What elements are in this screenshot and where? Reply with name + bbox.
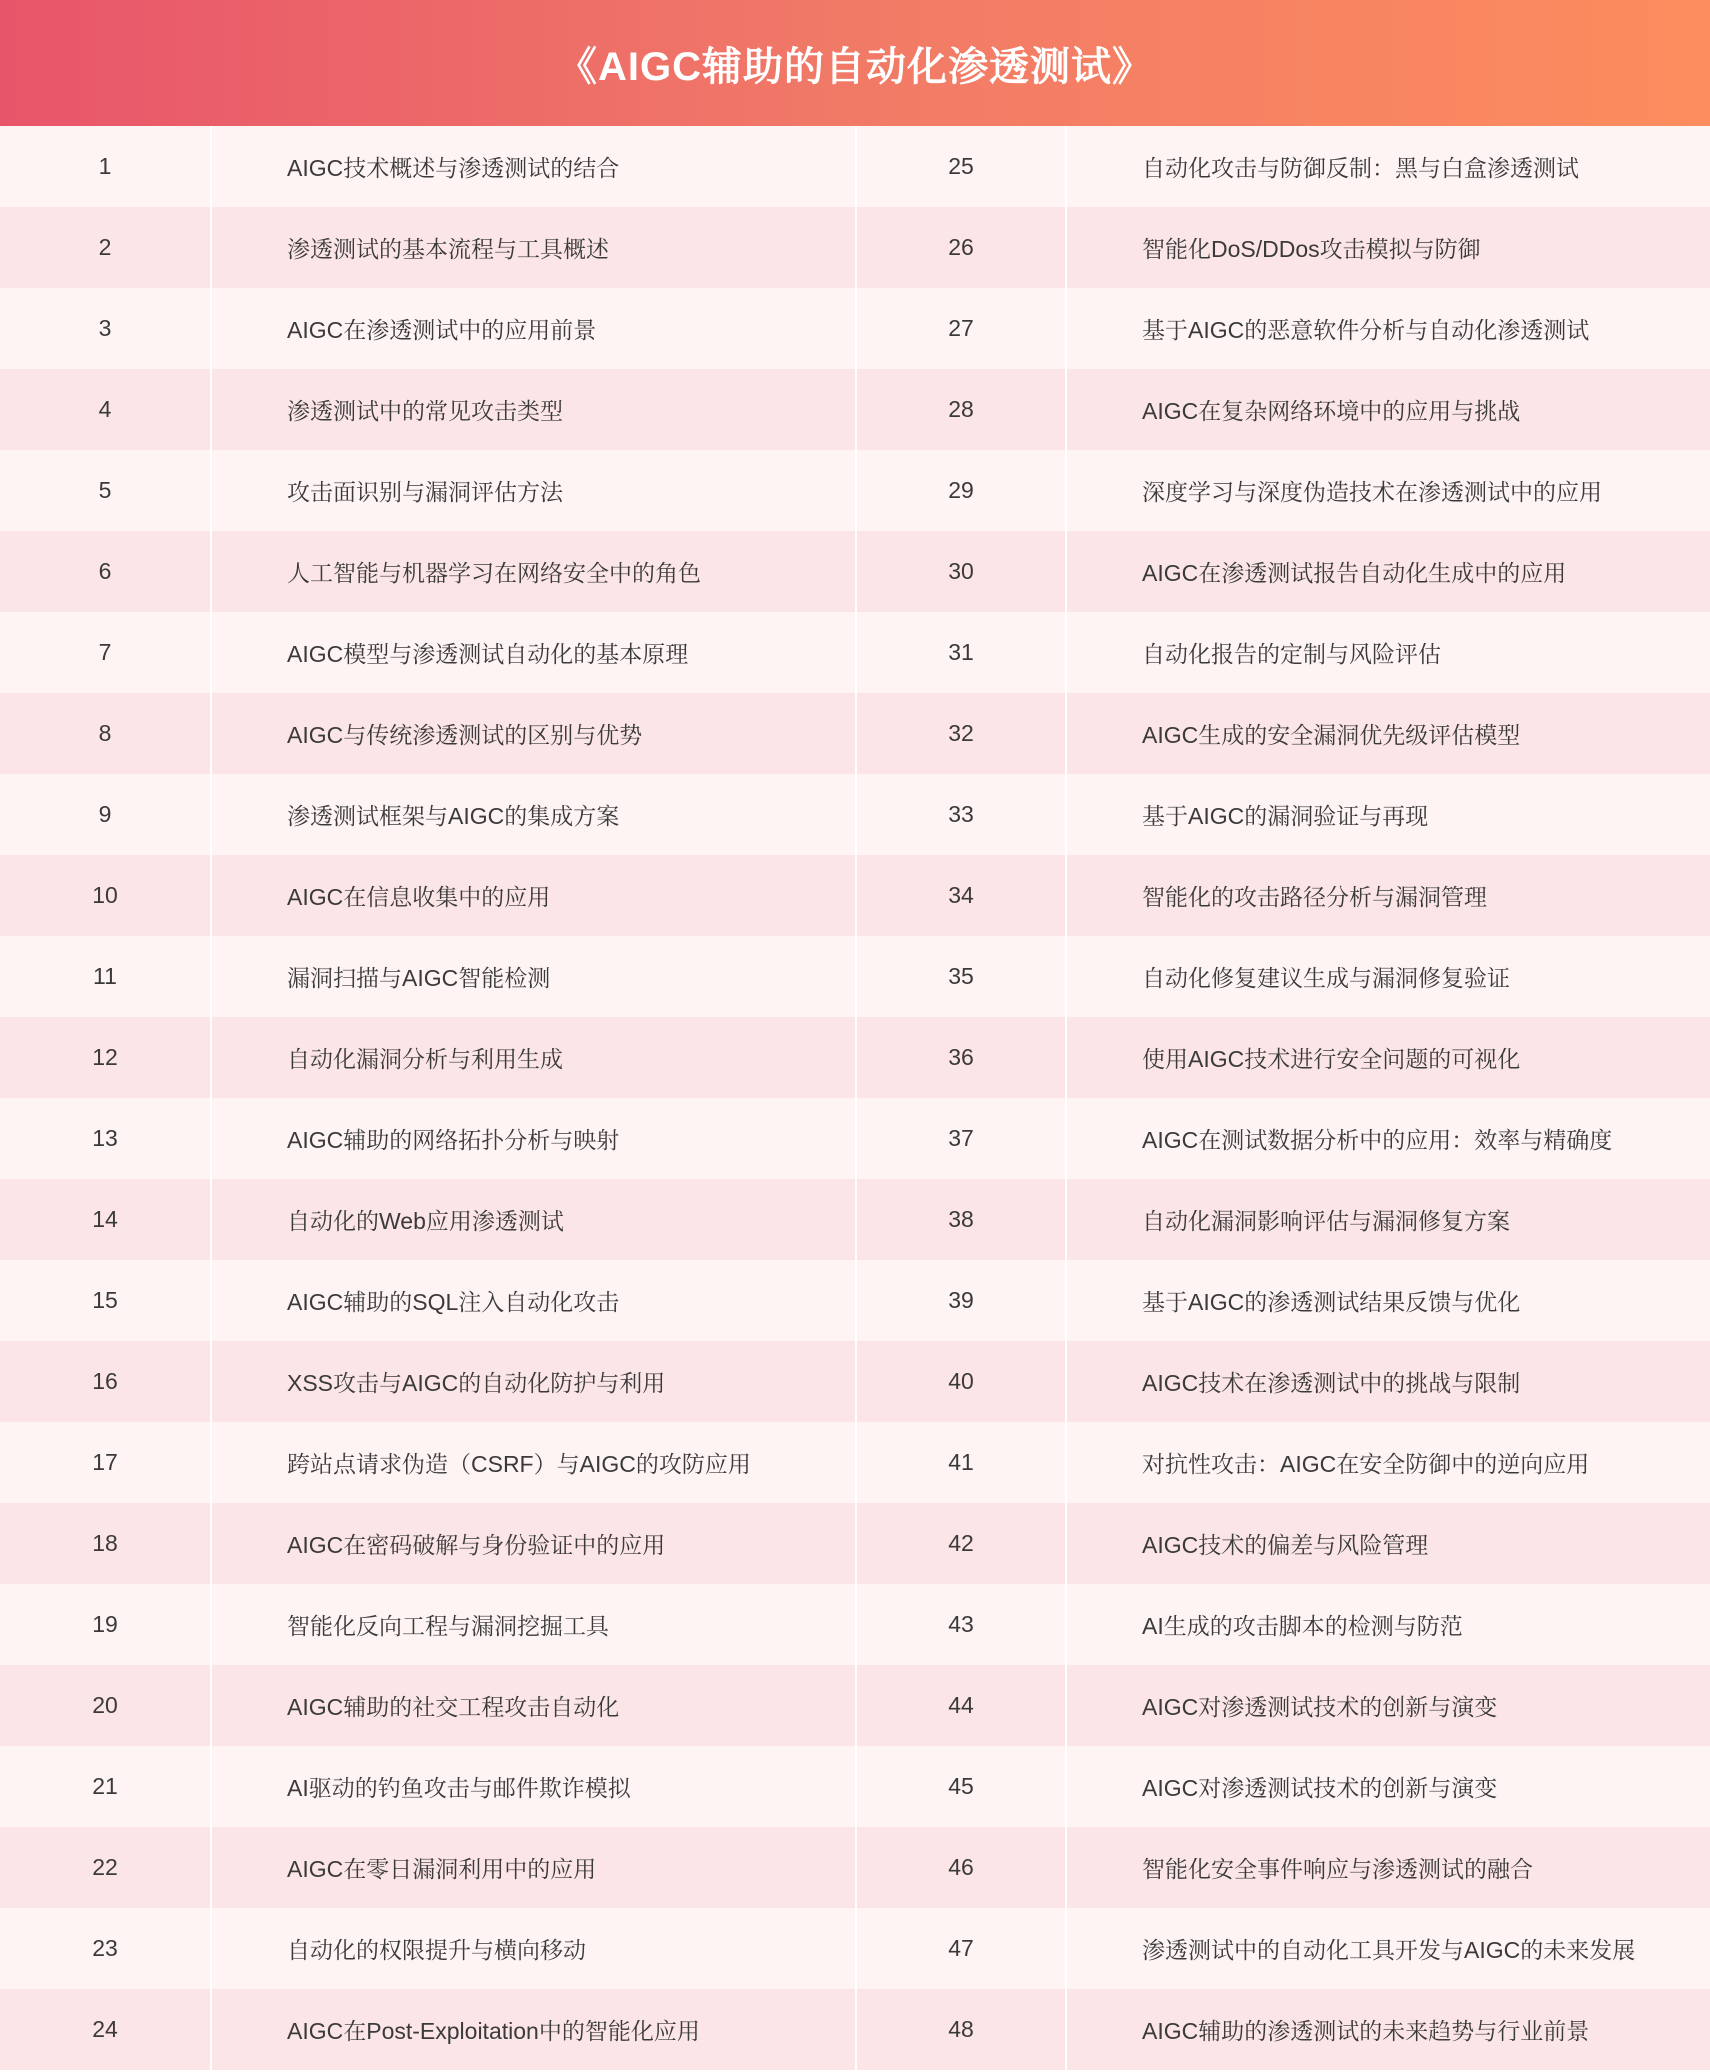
left-topic-cell: 渗透测试框架与AIGC的集成方案 <box>210 774 855 855</box>
table-row <box>0 1827 1710 1908</box>
left-number-cell: 16 <box>92 1368 118 1394</box>
right-number-cell: 42 <box>855 1503 1065 1584</box>
left-number-cell: 14 <box>92 1206 118 1232</box>
right-number-cell: 28 <box>855 369 1065 450</box>
table-row <box>0 1098 1710 1179</box>
right-topic-cell: 使用AIGC技术进行安全问题的可视化 <box>1065 1017 1710 1098</box>
left-topic-cell: 人工智能与机器学习在网络安全中的角色 <box>210 531 855 612</box>
right-number-cell: 30 <box>855 531 1065 612</box>
table-row <box>0 855 1710 936</box>
table-row <box>0 1017 1710 1098</box>
left-number-cell: 18 <box>92 1530 118 1556</box>
right-topic-cell: AIGC在渗透测试报告自动化生成中的应用 <box>1065 531 1710 612</box>
right-topic-cell: AIGC辅助的渗透测试的未来趋势与行业前景 <box>1065 1989 1710 2070</box>
right-number-cell: 37 <box>855 1098 1065 1179</box>
right-number-cell: 48 <box>855 1989 1065 2070</box>
right-number-cell: 45 <box>855 1746 1065 1827</box>
left-number-cell: 15 <box>92 1287 118 1313</box>
table-row <box>0 1746 1710 1827</box>
right-topic-cell: AIGC技术的偏差与风险管理 <box>1065 1503 1710 1584</box>
right-topic-cell: AI生成的攻击脚本的检测与防范 <box>1065 1584 1710 1665</box>
table-row <box>0 1584 1710 1665</box>
left-topic-cell: AIGC辅助的SQL注入自动化攻击 <box>210 1260 855 1341</box>
right-topic-cell: 智能化DoS/DDos攻击模拟与防御 <box>1065 207 1710 288</box>
right-topic-cell: 自动化漏洞影响评估与漏洞修复方案 <box>1065 1179 1710 1260</box>
left-number-cell: 23 <box>92 1935 118 1961</box>
left-topic-cell: AIGC模型与渗透测试自动化的基本原理 <box>210 612 855 693</box>
right-number-cell: 43 <box>855 1584 1065 1665</box>
left-topic-cell: XSS攻击与AIGC的自动化防护与利用 <box>210 1341 855 1422</box>
topic-table <box>0 126 1710 2070</box>
left-number-cell: 9 <box>98 801 112 827</box>
table-row <box>0 1341 1710 1422</box>
left-topic-cell: 自动化漏洞分析与利用生成 <box>210 1017 855 1098</box>
right-number-cell: 44 <box>855 1665 1065 1746</box>
right-number-cell: 35 <box>855 936 1065 1017</box>
left-topic-cell: 智能化反向工程与漏洞挖掘工具 <box>210 1584 855 1665</box>
left-number-cell: 13 <box>92 1125 118 1151</box>
left-number-cell: 3 <box>98 315 112 341</box>
table-row <box>0 531 1710 612</box>
left-number-cell: 1 <box>98 153 112 179</box>
right-topic-cell: 智能化的攻击路径分析与漏洞管理 <box>1065 855 1710 936</box>
right-number-cell: 41 <box>855 1422 1065 1503</box>
right-topic-cell: 渗透测试中的自动化工具开发与AIGC的未来发展 <box>1065 1908 1710 1989</box>
table-row <box>0 450 1710 531</box>
right-topic-cell: 智能化安全事件响应与渗透测试的融合 <box>1065 1827 1710 1908</box>
left-topic-cell: 渗透测试的基本流程与工具概述 <box>210 207 855 288</box>
table-row <box>0 369 1710 450</box>
right-number-cell: 32 <box>855 693 1065 774</box>
table-row <box>0 612 1710 693</box>
left-topic-cell: AIGC在零日漏洞利用中的应用 <box>210 1827 855 1908</box>
table-row <box>0 1422 1710 1503</box>
table-row <box>0 1989 1710 2070</box>
table-row <box>0 693 1710 774</box>
left-number-cell: 5 <box>98 477 112 503</box>
left-number-cell: 4 <box>98 396 112 422</box>
left-topic-cell: 渗透测试中的常见攻击类型 <box>210 369 855 450</box>
left-number-cell: 19 <box>92 1611 118 1637</box>
right-topic-cell: 自动化攻击与防御反制：黑与白盒渗透测试 <box>1065 126 1710 207</box>
left-number-cell: 2 <box>98 234 112 260</box>
right-number-cell: 36 <box>855 1017 1065 1098</box>
right-topic-cell: 对抗性攻击：AIGC在安全防御中的逆向应用 <box>1065 1422 1710 1503</box>
left-topic-cell: AI驱动的钓鱼攻击与邮件欺诈模拟 <box>210 1746 855 1827</box>
right-number-cell: 39 <box>855 1260 1065 1341</box>
left-number-cell: 7 <box>98 639 112 665</box>
table-row <box>0 774 1710 855</box>
right-topic-cell: 基于AIGC的渗透测试结果反馈与优化 <box>1065 1260 1710 1341</box>
table-row <box>0 1665 1710 1746</box>
right-topic-cell: AIGC技术在渗透测试中的挑战与限制 <box>1065 1341 1710 1422</box>
right-number-cell: 25 <box>855 126 1065 207</box>
left-number-cell: 21 <box>92 1773 118 1799</box>
right-number-cell: 47 <box>855 1908 1065 1989</box>
table-row <box>0 1260 1710 1341</box>
left-number-cell: 22 <box>92 1854 118 1880</box>
title-banner <box>0 0 1710 126</box>
right-topic-cell: AIGC在测试数据分析中的应用：效率与精确度 <box>1065 1098 1710 1179</box>
right-topic-cell: 基于AIGC的漏洞验证与再现 <box>1065 774 1710 855</box>
left-number-cell: 10 <box>92 882 118 908</box>
left-number-cell: 17 <box>92 1449 118 1475</box>
left-topic-cell: AIGC辅助的社交工程攻击自动化 <box>210 1665 855 1746</box>
right-topic-cell: 深度学习与深度伪造技术在渗透测试中的应用 <box>1065 450 1710 531</box>
left-topic-cell: 攻击面识别与漏洞评估方法 <box>210 450 855 531</box>
left-topic-cell: AIGC在渗透测试中的应用前景 <box>210 288 855 369</box>
table-row <box>0 936 1710 1017</box>
left-number-cell: 12 <box>92 1044 118 1070</box>
left-number-cell: 11 <box>93 963 117 989</box>
right-topic-cell: AIGC对渗透测试技术的创新与演变 <box>1065 1665 1710 1746</box>
page-title: 《AIGC辅助的自动化渗透测试》 <box>557 44 1153 89</box>
left-topic-cell: AIGC在Post-Exploitation中的智能化应用 <box>210 1989 855 2070</box>
left-topic-cell: AIGC在信息收集中的应用 <box>210 855 855 936</box>
left-number-cell: 20 <box>92 1692 118 1718</box>
right-number-cell: 27 <box>855 288 1065 369</box>
right-number-cell: 29 <box>855 450 1065 531</box>
left-number-cell: 6 <box>98 558 112 584</box>
table-row <box>0 1503 1710 1584</box>
right-topic-cell: 自动化修复建议生成与漏洞修复验证 <box>1065 936 1710 1017</box>
right-number-cell: 31 <box>855 612 1065 693</box>
left-topic-cell: AIGC技术概述与渗透测试的结合 <box>210 126 855 207</box>
right-number-cell: 26 <box>855 207 1065 288</box>
right-topic-cell: AIGC对渗透测试技术的创新与演变 <box>1065 1746 1710 1827</box>
table-row <box>0 288 1710 369</box>
left-topic-cell: 漏洞扫描与AIGC智能检测 <box>210 936 855 1017</box>
right-number-cell: 34 <box>855 855 1065 936</box>
right-number-cell: 33 <box>855 774 1065 855</box>
left-topic-cell: AIGC在密码破解与身份验证中的应用 <box>210 1503 855 1584</box>
left-topic-cell: 自动化的Web应用渗透测试 <box>210 1179 855 1260</box>
table-row <box>0 207 1710 288</box>
right-topic-cell: AIGC生成的安全漏洞优先级评估模型 <box>1065 693 1710 774</box>
table-row <box>0 126 1710 207</box>
left-topic-cell: 跨站点请求伪造（CSRF）与AIGC的攻防应用 <box>210 1422 855 1503</box>
right-number-cell: 40 <box>855 1341 1065 1422</box>
left-topic-cell: AIGC辅助的网络拓扑分析与映射 <box>210 1098 855 1179</box>
right-topic-cell: AIGC在复杂网络环境中的应用与挑战 <box>1065 369 1710 450</box>
left-number-cell: 8 <box>98 720 112 746</box>
left-topic-cell: AIGC与传统渗透测试的区别与优势 <box>210 693 855 774</box>
left-number-cell: 24 <box>92 2016 118 2042</box>
right-number-cell: 38 <box>855 1179 1065 1260</box>
right-number-cell: 46 <box>855 1827 1065 1908</box>
right-topic-cell: 自动化报告的定制与风险评估 <box>1065 612 1710 693</box>
right-topic-cell: 基于AIGC的恶意软件分析与自动化渗透测试 <box>1065 288 1710 369</box>
table-row <box>0 1179 1710 1260</box>
left-topic-cell: 自动化的权限提升与横向移动 <box>210 1908 855 1989</box>
table-row <box>0 1908 1710 1989</box>
